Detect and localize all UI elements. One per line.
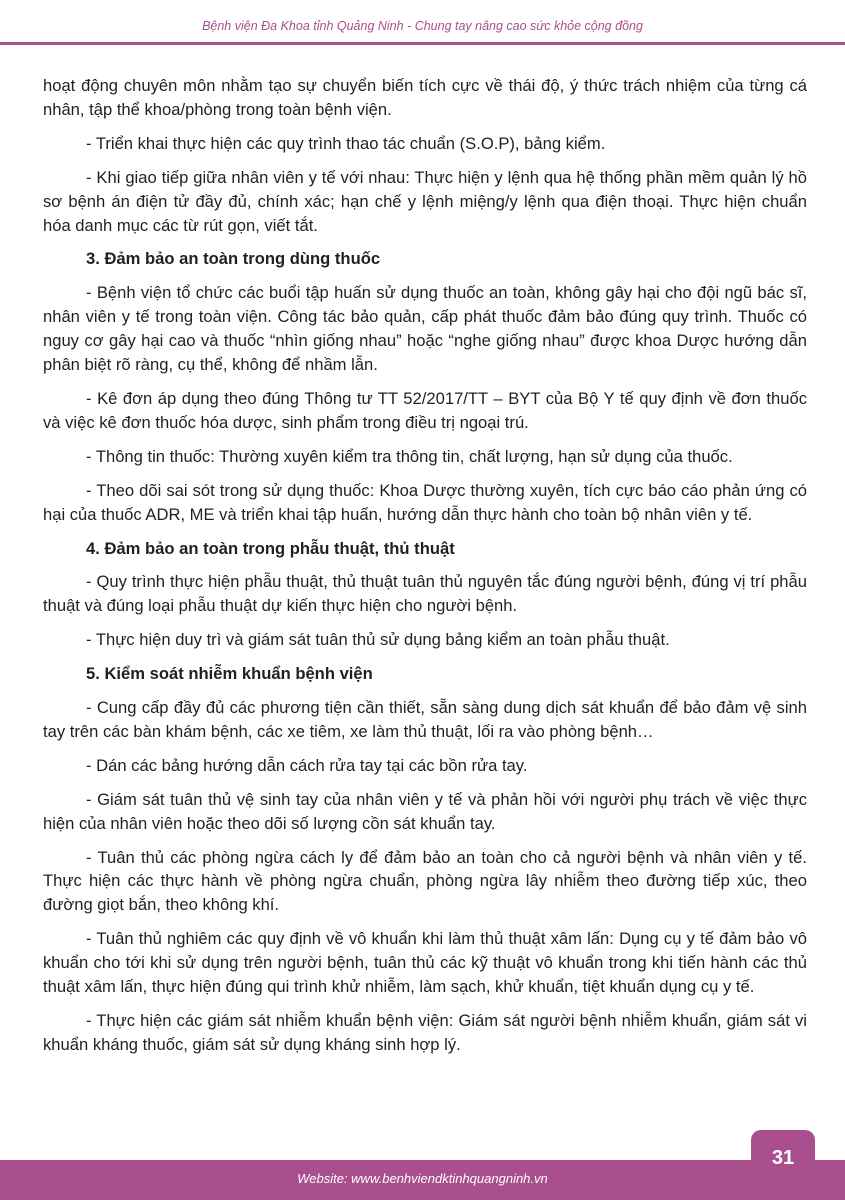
paragraph-sanitizer: - Cung cấp đầy đủ các phương tiện cần thiết, sẵn sàng dung dịch sát khuẩn để bảo đảm vệ sinh tay trên các bàn khám bệnh, các xe tiêm, xe làm thủ thuật, lối ra vào phòng bệnh… xyxy=(43,698,807,741)
paragraph-handwash-guide: - Dán các bảng hướng dẫn cách rửa tay tại các bồn rửa tay. xyxy=(86,755,528,775)
paragraph-surgery-checklist: - Thực hiện duy trì và giám sát tuân thủ sử dụng bảng kiểm an toàn phẫu thuật. xyxy=(86,630,670,650)
paragraph-surveillance: - Thực hiện các giám sát nhiễm khuẩn bệnh viện: Giám sát người bệnh nhiễm khuẩn, giám sát vi khuẩn kháng thuốc, giám sát sử dụng kháng sinh hợp lý. xyxy=(43,1011,807,1054)
section-heading-3: 3. Đảm bảo an toàn trong dùng thuốc xyxy=(86,249,381,269)
paragraph-drug-training: - Bệnh viện tổ chức các buổi tập huấn sử dụng thuốc an toàn, không gây hại cho đội ngũ bác sĩ, nhân viên y tế trong toàn viện. Công tác bảo quản, cấp phát thuốc đảm bảo đúng quy trình. Thuốc có nguy cơ gây hại cao và thuốc “nhìn giống nhau” hoặc “nghe giống nhau” được khoa Dược hướng dẫn phân biệt rõ ràng, cụ thể, không để nhầm lẫn. xyxy=(43,283,807,375)
page-header: Bệnh viện Đa Khoa tỉnh Quảng Ninh - Chung tay nâng cao sức khỏe cộng đồng xyxy=(202,19,643,33)
page-body xyxy=(43,74,807,1057)
page-number: 31 xyxy=(771,1147,795,1169)
paragraph-aseptic: - Tuân thủ nghiêm các quy định về vô khuẩn khi làm thủ thuật xâm lấn: Dụng cụ y tế đảm bảo vô khuẩn cho tới khi sử dụng trên người bệnh, tuân thủ các kỹ thuật vô khuẩn trong khi tiến hành các thủ thuật xâm lấn, thực hiện đúng qui trình khử nhiễm, làm sạch, khử khuẩn, tiệt khuẩn dụng cụ y tế. xyxy=(43,929,807,997)
paragraph-surgery-procedure: - Quy trình thực hiện phẫu thuật, thủ thuật tuân thủ nguyên tắc đúng người bệnh, đúng vị trí phẫu thuật và đúng loại phẫu thuật dự kiến thực hiện cho người bệnh. xyxy=(43,572,807,616)
paragraph-hand-hygiene: - Giám sát tuân thủ vệ sinh tay của nhân viên y tế và phản hồi với người phụ trách về việc thực hiện của nhân viên hoặc theo dõi số lượng cồn sát khuẩn tay. xyxy=(43,789,807,833)
section-heading-5: 5. Kiểm soát nhiễm khuẩn bệnh viện xyxy=(86,664,373,684)
section-heading-4: 4. Đảm bảo an toàn trong phẫu thuật, thủ thuật xyxy=(86,538,455,558)
paragraph-prescription: - Kê đơn áp dụng theo đúng Thông tư TT 52/2017/TT – BYT của Bộ Y tế quy định về đơn thuốc và việc kê đơn thuốc hóa dược, sinh phẩm trong điều trị ngoại trú. xyxy=(43,388,807,432)
paragraph-drug-info: - Thông tin thuốc: Thường xuyên kiểm tra thông tin, chất lượng, hạn sử dụng của thuốc. xyxy=(86,446,733,466)
header-divider xyxy=(0,42,845,45)
footer-website: Website: www.benhviendktinhquangninh.vn xyxy=(297,1171,548,1186)
paragraph-continuation: hoạt động chuyên môn nhằm tạo sự chuyển biến tích cực về thái độ, ý thức trách nhiệm của từng cá nhân, tập thể khoa/phòng trong toàn bệnh viện. xyxy=(43,76,807,119)
paragraph-sop: - Triển khai thực hiện các quy trình thao tác chuẩn (S.O.P), bảng kiểm. xyxy=(86,133,606,153)
paragraph-communication: - Khi giao tiếp giữa nhân viên y tế với nhau: Thực hiện y lệnh qua hệ thống phần mềm quản lý hồ sơ bệnh án điện tử đầy đủ, chính xác; hạn chế y lệnh miệng/y lệnh qua điện thoại. Thực hiện chuẩn hóa danh mục các từ rút gọn, viết tắt. xyxy=(43,167,807,235)
paragraph-drug-errors: - Theo dõi sai sót trong sử dụng thuốc: Khoa Dược thường xuyên, tích cực báo cáo phản ứng có hại của thuốc ADR, ME và triển khai tập huấn, hướng dẫn thực hành cho toàn bộ nhân viên y tế. xyxy=(43,480,807,524)
paragraph-isolation: - Tuân thủ các phòng ngừa cách ly để đảm bảo an toàn cho cả người bệnh và nhân viên y tế. Thực hiện các thực hành về phòng ngừa chuẩn, phòng ngừa lây nhiễm theo đường tiếp xúc, theo đường giọt bắn, theo không khí. xyxy=(43,847,807,915)
